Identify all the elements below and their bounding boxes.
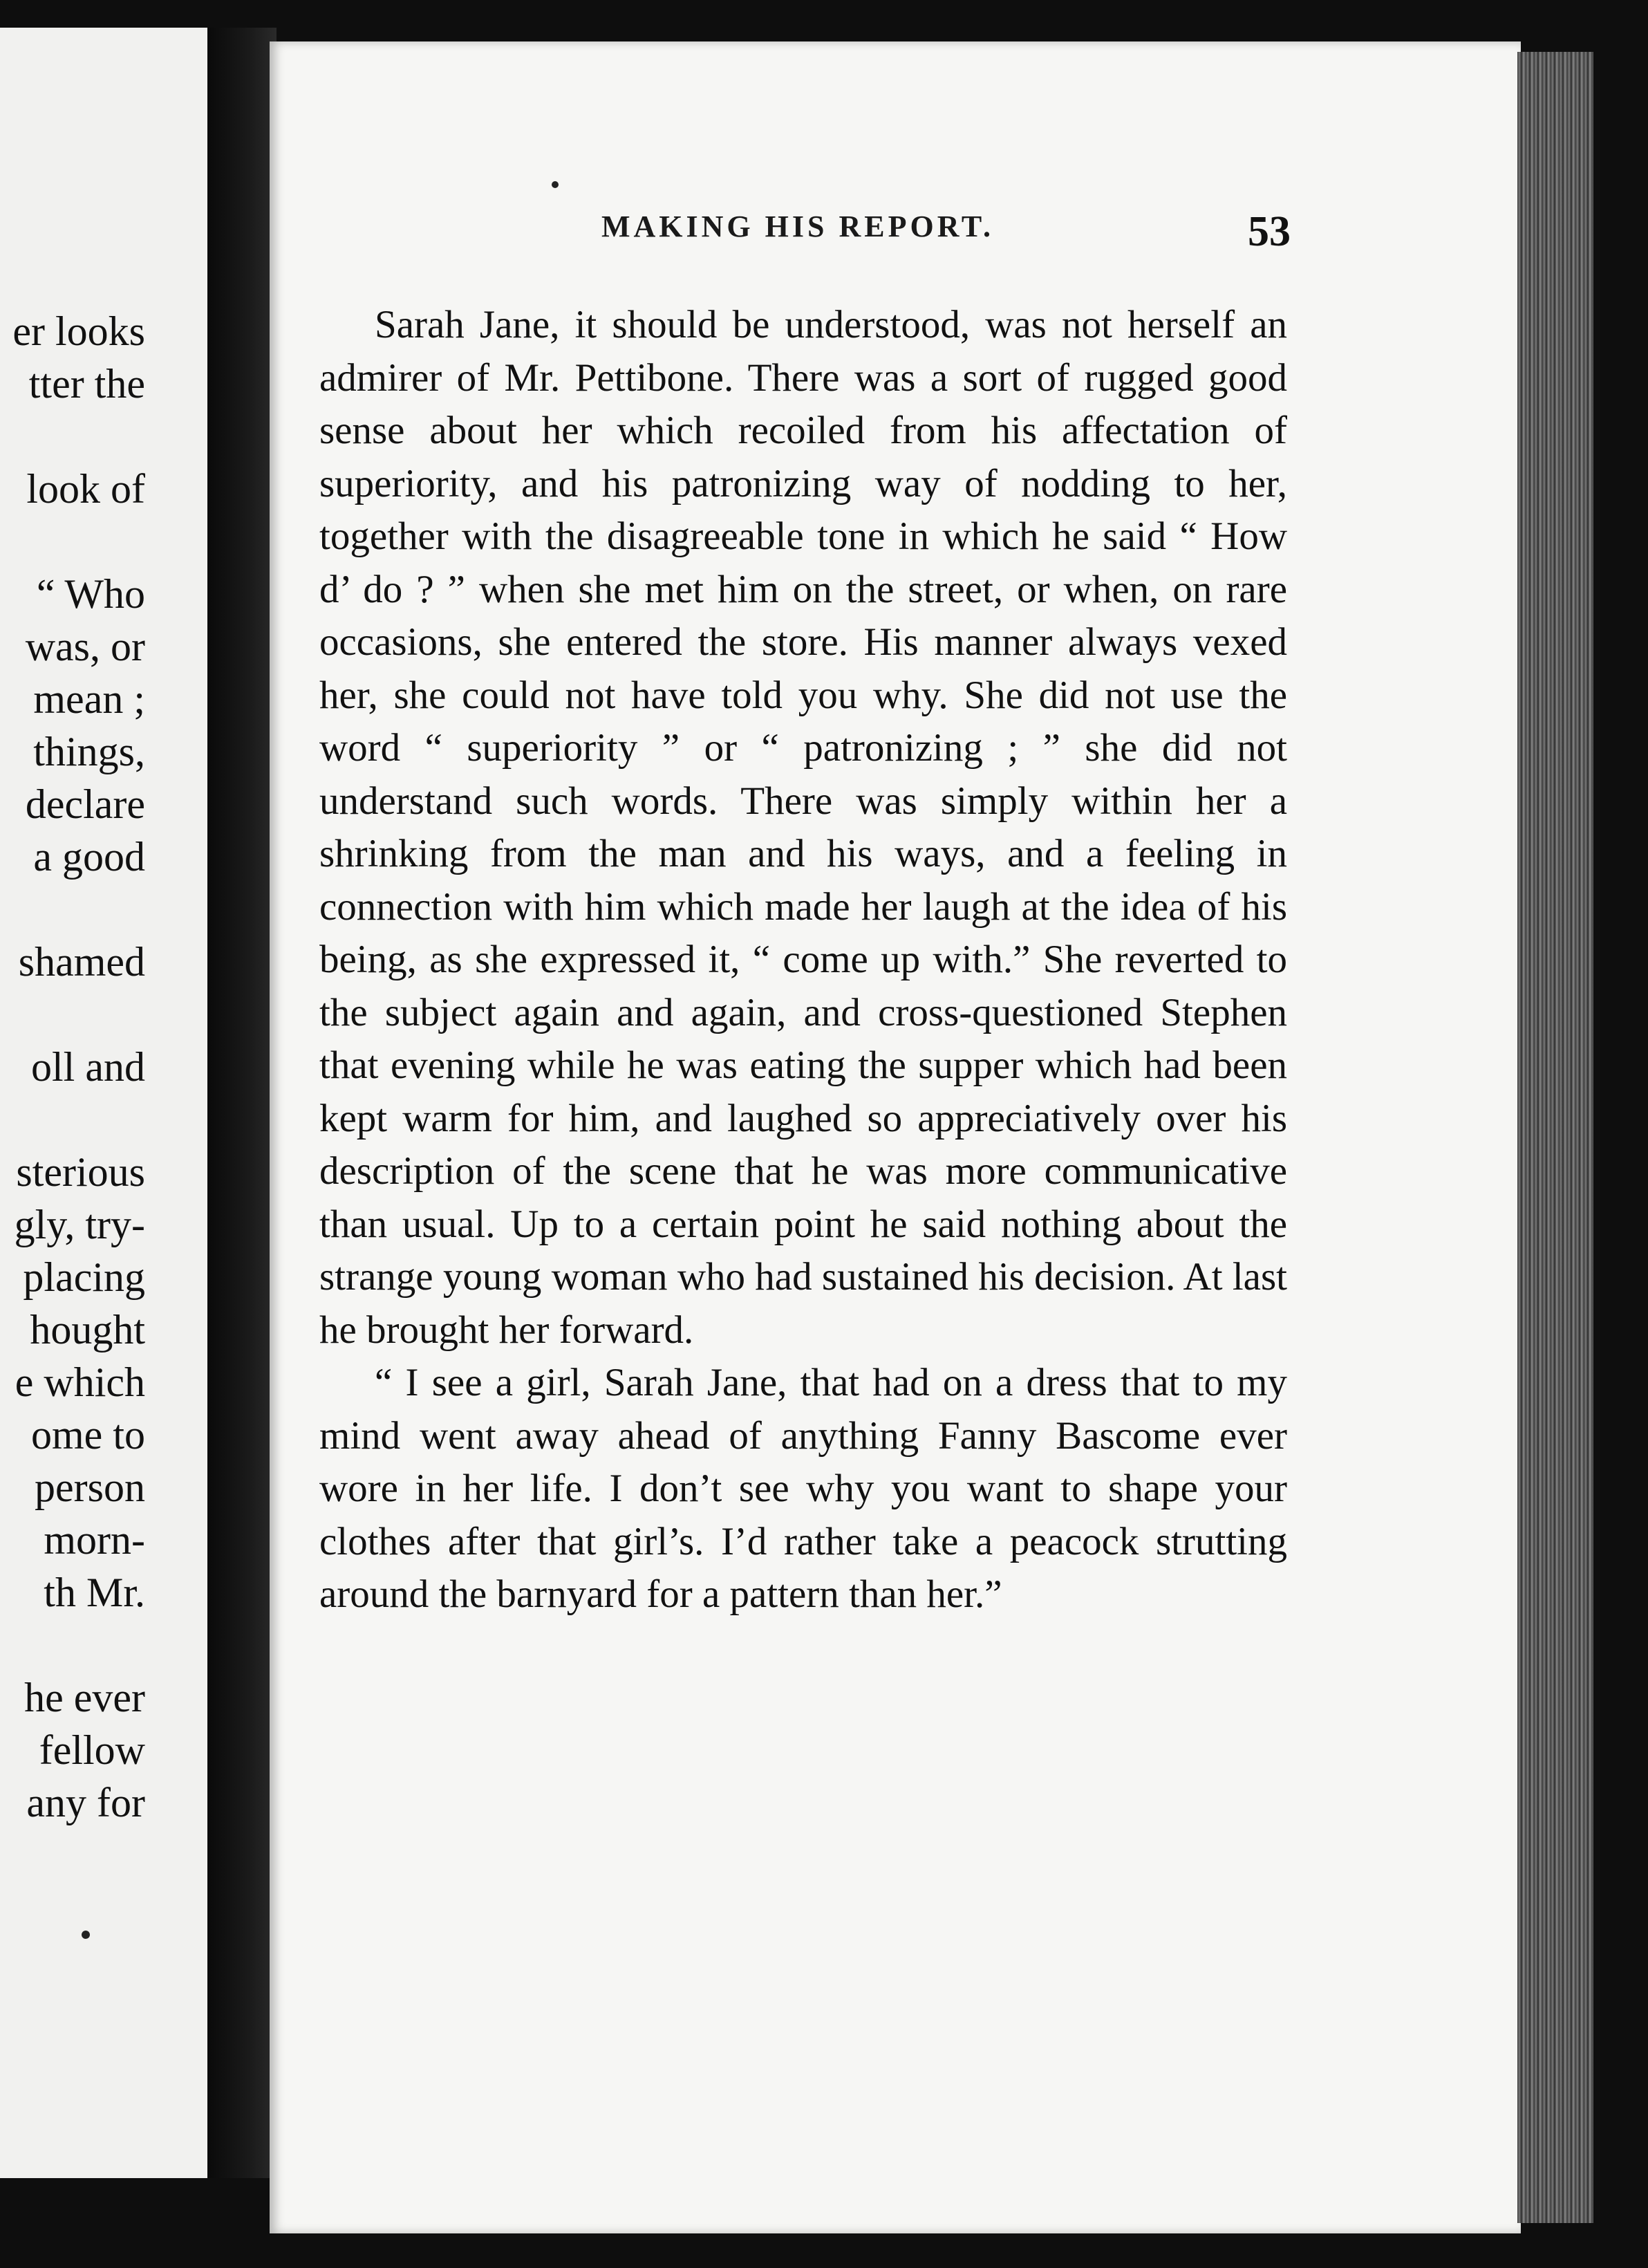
left-page-line: hought — [30, 1307, 145, 1353]
ink-speck — [552, 181, 559, 188]
left-page-line: oll and — [31, 1044, 145, 1090]
running-head: MAKING HIS REPORT. — [601, 210, 995, 243]
page-number: 53 — [1248, 208, 1291, 255]
left-page-line: look of — [26, 466, 145, 512]
left-page-line: tter the — [28, 361, 145, 407]
left-page-line: any for — [26, 1780, 145, 1825]
left-page-line: placing — [23, 1254, 145, 1300]
left-page-line: shamed — [18, 939, 145, 985]
paragraph: Sarah Jane, it should be understood, was not herself an admirer of Mr. Pettibone. There was a sort of rugged good sense about her which recoiled from his affectation of superiority, and his patronizing way of nodding to her, together with the disagreeable tone in which he said “ How d’ do ? ” when she met him on the street, or when, on rare occasions, she entered the store. His manner always vexed her, she could not have told you why. She did not use the word “ superiority ” or “ patronizing ; ” she did not understand such words. There was simply within her a shrinking from the man and his ways, and a feeling in connection with him which made her laugh at the idea of his being, as she expressed it, “ come up with.” She reverted to the subject again and again, and cross-questioned Stephen that evening while he was eating the supper which had been kept warm for him, and laughed so appreciatively over his description of the scene that he was more communicative than usual. Up to a certain point he said nothing about the strange young woman who had sustained his decision. At last he brought her forward. — [319, 303, 1287, 1352]
left-page-line: sterious — [16, 1149, 145, 1195]
left-page-line: er looks — [12, 308, 145, 354]
left-page-line: a good — [33, 834, 145, 880]
left-page-line: person — [35, 1465, 145, 1510]
left-page-line: was, or — [25, 624, 145, 669]
book-gutter — [207, 28, 277, 2178]
page-edges — [1517, 52, 1593, 2223]
left-facing-page — [0, 28, 228, 2178]
left-page-line: things, — [33, 729, 145, 774]
left-page-line: “ Who — [36, 571, 145, 617]
left-page-line: gly, try- — [14, 1202, 145, 1247]
body-text — [319, 299, 1287, 1621]
left-page-line: he ever — [24, 1675, 145, 1720]
left-page-line: declare — [25, 781, 145, 827]
left-page-line: ome to — [31, 1412, 145, 1458]
left-page-line: fellow — [39, 1727, 145, 1773]
paragraph: “ I see a girl, Sarah Jane, that had on a dress that to my mind went away ahead of anything Fanny Bascome ever wore in her life. I don’t see why you want to shape your clothes after that girl’s. I’d rather take a peacock strutting around the barnyard for a pattern than her.” — [319, 1361, 1287, 1616]
left-page-line: morn- — [44, 1517, 145, 1563]
left-page-line: e which — [15, 1359, 145, 1405]
ink-speck — [82, 1931, 90, 1939]
left-page-line: mean ; — [33, 676, 145, 722]
left-page-line: th Mr. — [44, 1570, 145, 1615]
